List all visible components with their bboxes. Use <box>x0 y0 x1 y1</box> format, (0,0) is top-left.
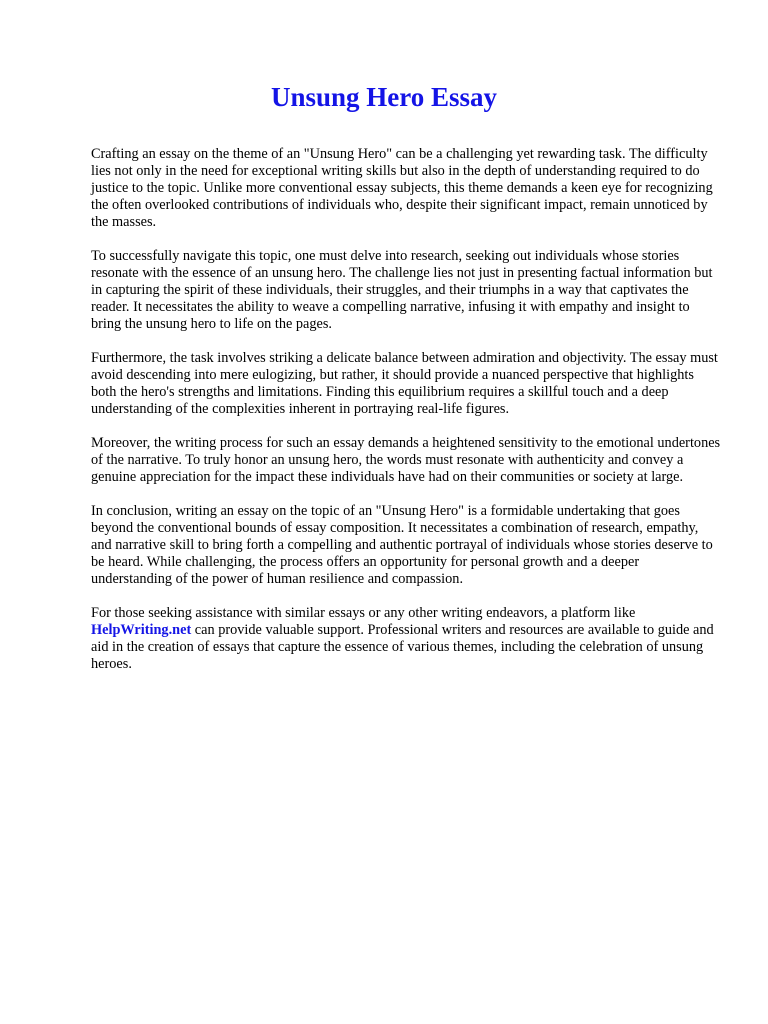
paragraph-assistance <box>91 605 721 673</box>
paragraph-intro: Crafting an essay on the theme of an "Unsung Hero" can be a challenging yet rewarding task. The difficulty lies not only in the need for exceptional writing skills but also in the depth of understanding required to do justice to the topic. Unlike more conventional essay subjects, this theme demands a keen eye for recognizing the often overlooked contributions of individuals who, despite their significant impact, remain unnoticed by the masses. <box>91 146 713 230</box>
assistance-text-after: can provide valuable support. Professional writers and resources are available to guide and aid in the creation of essays that capture the essence of various themes, including the celebration of unsung heroes. <box>91 622 714 672</box>
paragraph-conclusion: In conclusion, writing an essay on the topic of an "Unsung Hero" is a formidable undertaking that goes beyond the conventional bounds of essay composition. It necessitates a combination of research, empathy, and narrative skill to bring forth a compelling and authentic portrayal of individuals whose stories deserve to be heard. While challenging, the process offers an opportunity for personal growth and a deeper understanding of the power of human resilience and compassion. <box>91 503 713 587</box>
essay-body <box>91 146 721 690</box>
paragraph-balance: Furthermore, the task involves striking a delicate balance between admiration and objectivity. The essay must avoid descending into mere eulogizing, but rather, it should provide a nuanced perspective that highlights both the hero's strengths and limitations. Finding this equilibrium requires a skillful touch and a deep understanding of the complexities inherent in portraying real-life figures. <box>91 350 718 417</box>
assistance-text-before: For those seeking assistance with similar essays or any other writing endeavors, a platform like <box>91 605 636 621</box>
helpwriting-link[interactable]: HelpWriting.net <box>91 622 192 638</box>
paragraph-research: To successfully navigate this topic, one must delve into research, seeking out individuals whose stories resonate with the essence of an unsung hero. The challenge lies not just in presenting factual information but in capturing the spirit of these individuals, their struggles, and their triumphs in a way that captivates the reader. It necessitates the ability to weave a compelling narrative, infusing it with empathy and insight to bring the unsung hero to life on the pages. <box>91 248 713 332</box>
paragraph-sensitivity: Moreover, the writing process for such an essay demands a heightened sensitivity to the emotional undertones of the narrative. To truly honor an unsung hero, the words must resonate with authenticity and convey a genuine appreciation for the impact these individuals have had on their communities or society at large. <box>91 435 721 485</box>
page-title: Unsung Hero Essay <box>270 82 498 112</box>
